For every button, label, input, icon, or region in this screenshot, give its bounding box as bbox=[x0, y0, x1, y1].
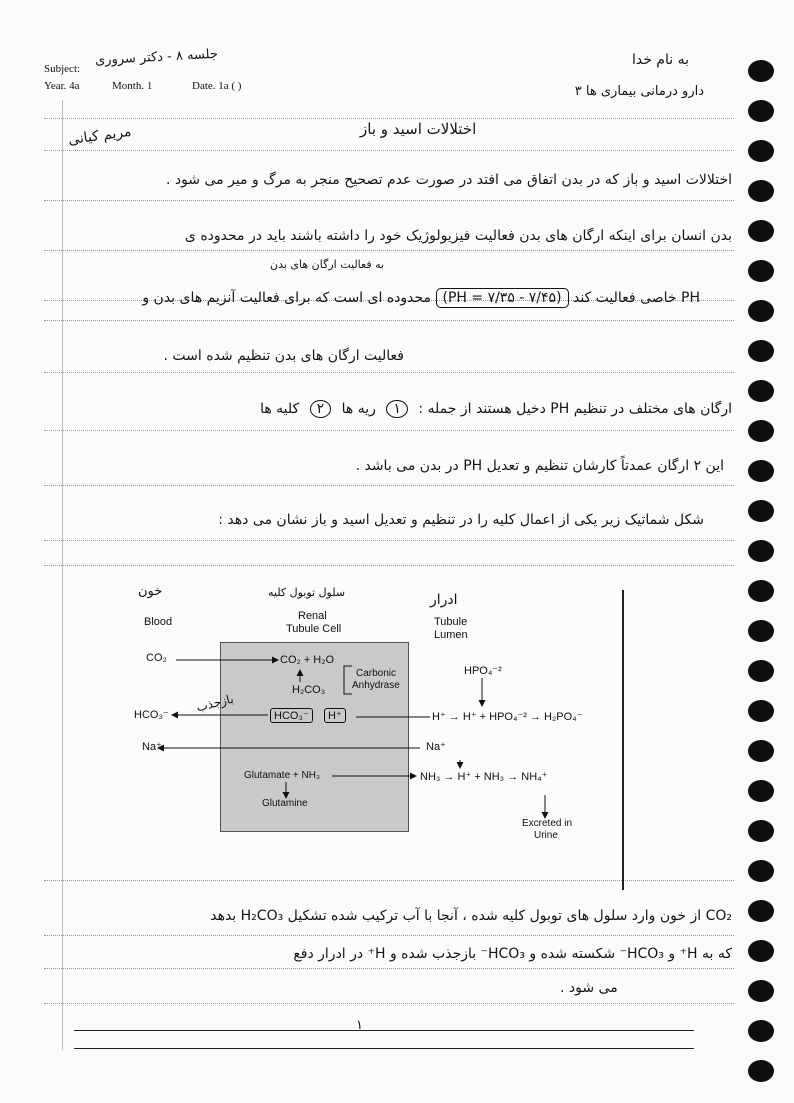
ruled-line bbox=[44, 200, 734, 201]
lumen-label-2: Lumen bbox=[434, 629, 468, 641]
binder-hole bbox=[748, 460, 774, 482]
co2-blood: CO₂ bbox=[146, 652, 167, 664]
ph-text-a: خاصی فعالیت کند bbox=[572, 290, 677, 306]
binder-hole bbox=[748, 140, 774, 162]
reabsorb-note-fa: بازجذب bbox=[194, 691, 235, 715]
binder-hole bbox=[748, 180, 774, 202]
binder-hole bbox=[748, 420, 774, 442]
body-note: به فعالیت ارگان های بدن bbox=[270, 258, 385, 271]
margin-line bbox=[62, 100, 63, 1050]
month-label: Month. 1 bbox=[112, 80, 153, 92]
date-label: Date. 1a ( ) bbox=[192, 80, 242, 92]
blood-label: Blood bbox=[144, 616, 173, 628]
body-line: فعالیت ارگان های بدن تنظیم شده است . bbox=[163, 348, 404, 364]
binder-hole bbox=[748, 820, 774, 842]
body-line: بدن انسان برای اینکه ارگان های بدن فعالیت فیزیولوژیک خود را داشته باشند باید در محدوده ی bbox=[184, 228, 732, 244]
h2co3: H₂CO₃ bbox=[292, 684, 326, 696]
hpo4: HPO₄⁻² bbox=[464, 665, 502, 677]
year-label: Year. 4a bbox=[44, 80, 80, 92]
bottom-line: می شود . bbox=[560, 980, 618, 996]
page-title: اختلالات اسید و باز bbox=[360, 120, 477, 138]
body-line: شکل شماتیک زیر یکی از اعمال کلیه را در تنظیم و تعدیل اسید و باز نشان می دهد : bbox=[218, 512, 704, 528]
glutamine: Glutamine bbox=[262, 798, 308, 809]
binder-hole bbox=[748, 260, 774, 282]
cell-label-2: Tubule Cell bbox=[286, 623, 342, 635]
binder-hole bbox=[748, 940, 774, 962]
binder-hole bbox=[748, 860, 774, 882]
lumen-label-fa: ادرار bbox=[430, 592, 458, 608]
blood-label-fa: خون bbox=[138, 584, 163, 599]
binder-hole bbox=[748, 100, 774, 122]
organs-text: ارگان های مختلف در تنظیم PH دخیل هستند از جمله : bbox=[418, 401, 732, 417]
ruled-line bbox=[44, 150, 734, 151]
binder-hole bbox=[748, 540, 774, 562]
binder-hole bbox=[748, 700, 774, 722]
ruled-line bbox=[44, 320, 734, 321]
subject-label: Subject: bbox=[44, 63, 81, 75]
lumen-label: Tubule bbox=[434, 616, 468, 628]
nh3-chain: NH₃ → H⁺ + NH₃ → NH₄⁺ bbox=[420, 771, 548, 783]
organ-kidneys: کلیه ها bbox=[260, 401, 300, 417]
basmala: به نام خدا bbox=[631, 52, 689, 68]
ruled-line bbox=[44, 372, 734, 373]
binder-hole bbox=[748, 740, 774, 762]
binder-hole bbox=[748, 220, 774, 242]
ruled-line bbox=[44, 935, 734, 936]
ruled-line bbox=[44, 250, 734, 251]
h-chain: H⁺ → H⁺ + HPO₄⁻² → H₂PO₄⁻ bbox=[432, 711, 583, 723]
subject-value: جلسه ۸ - دکتر سروری bbox=[94, 46, 219, 69]
ph-symbol: PH bbox=[681, 290, 700, 306]
ruled-line bbox=[44, 118, 734, 119]
na-blood: Na⁺ bbox=[142, 741, 162, 753]
cell-label-fa: سلول توبول کلیه bbox=[268, 586, 346, 599]
ruled-line bbox=[44, 968, 734, 969]
binder-hole bbox=[748, 1060, 774, 1082]
glutamate: Glutamate + NH₃ bbox=[244, 770, 321, 781]
organ-lungs: ریه ها bbox=[341, 401, 376, 417]
ruled-line bbox=[44, 430, 734, 431]
hco3-blood: HCO₃⁻ bbox=[134, 709, 169, 721]
hco3-boxed: HCO₃⁻ bbox=[270, 708, 313, 723]
ruled-line bbox=[44, 565, 734, 566]
cell-label: Renal bbox=[298, 610, 327, 622]
binder-hole bbox=[748, 980, 774, 1002]
binder-hole bbox=[748, 1020, 774, 1042]
binder-hole bbox=[748, 380, 774, 402]
na-lumen: Na⁺ bbox=[426, 741, 446, 753]
co2-h2o: CO₂ + H₂O bbox=[280, 654, 335, 666]
urine-label: Urine bbox=[534, 830, 558, 841]
binder-hole bbox=[748, 780, 774, 802]
circle-2: ۲ bbox=[310, 400, 332, 418]
page-number: ۱ bbox=[356, 1018, 363, 1033]
body-line: این ۲ ارگان عمدتاً کارشان تنظیم و تعدیل PH در بدن می باشد . bbox=[355, 458, 724, 474]
binder-hole bbox=[748, 500, 774, 522]
footer-rule bbox=[74, 1030, 694, 1031]
binder-hole bbox=[748, 60, 774, 82]
ruled-line bbox=[44, 880, 734, 881]
organs-line bbox=[260, 400, 732, 418]
ph-range-box: (PH = ۷/۳۵ - ۷/۴۵) bbox=[436, 288, 569, 308]
footer-rule bbox=[74, 1048, 694, 1049]
anhydrase-label: Anhydrase bbox=[352, 680, 400, 691]
ph-text-b: محدوده ای است که برای فعالیت آنزیم های بدن و bbox=[142, 290, 432, 306]
binder-hole bbox=[748, 620, 774, 642]
binder-hole bbox=[748, 300, 774, 322]
binder-hole bbox=[748, 580, 774, 602]
ruled-line bbox=[44, 485, 734, 486]
circle-1: ۱ bbox=[386, 400, 408, 418]
body-line-ph bbox=[142, 288, 700, 308]
binder-holes bbox=[740, 60, 780, 1100]
course-name: دارو درمانی بیماری ها ۳ bbox=[574, 84, 704, 99]
vertical-divider bbox=[622, 590, 624, 890]
body-line: اختلالات اسید و باز که در بدن اتفاق می افتد در صورت عدم تصحیح منجر به مرگ و میر می شود . bbox=[165, 172, 732, 188]
ruled-line bbox=[44, 540, 734, 541]
bottom-line: CO₂ از خون وارد سلول های توبول کلیه شده ، آنجا با آب ترکیب شده تشکیل H₂CO₃ بدهد bbox=[210, 908, 732, 924]
author-name: مریم کیانی bbox=[67, 123, 133, 149]
binder-hole bbox=[748, 660, 774, 682]
bottom-line: که به H⁺ و HCO₃⁻ شکسته شده و HCO₃⁻ بازجذب شده و H⁺ در ادرار دفع bbox=[293, 946, 732, 962]
binder-hole bbox=[748, 340, 774, 362]
h-boxed: H⁺ bbox=[324, 708, 346, 723]
excreted-label: Excreted in bbox=[522, 818, 573, 829]
binder-hole bbox=[748, 900, 774, 922]
ruled-line bbox=[44, 1003, 734, 1004]
kidney-acid-base-diagram bbox=[120, 580, 640, 850]
carbonic-label: Carbonic bbox=[356, 668, 397, 679]
